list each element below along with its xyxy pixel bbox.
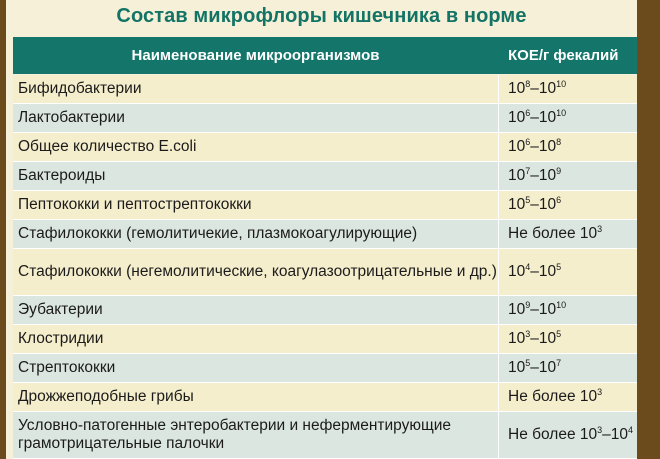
microorganism-name: Эубактерии <box>18 301 103 318</box>
cfu-value: $10^6-10^{10}$ <box>498 104 637 132</box>
table-row <box>13 412 637 459</box>
cfu-value: Не более $10^3$ <box>498 383 637 411</box>
table-row <box>13 133 637 162</box>
cfu-value: Не более $10^3$ <box>498 220 637 248</box>
cfu-value: $10^7-10^9$ <box>498 162 637 190</box>
table-row <box>13 75 637 104</box>
column-header-value: КОЕ/г фекалий <box>508 47 619 64</box>
microorganism-name: Стафилококки (негемолитические, коагулазоотрицательные и др.) <box>18 263 497 280</box>
microorganism-name: Лактобактерии <box>18 109 125 126</box>
microorganism-name: Бактероиды <box>18 167 106 184</box>
table-row <box>13 296 637 325</box>
table-row <box>13 325 637 354</box>
microorganism-name: Стрептококки <box>18 359 116 376</box>
page-title: Состав микрофлоры кишечника в норме <box>6 0 637 34</box>
cfu-value: Не более $10^3-10^4$ <box>498 412 637 458</box>
table-header <box>13 37 637 74</box>
microorganism-name: Стафилококки (гемолитичекие, плазмокоагулирующие) <box>18 225 418 242</box>
document-panel <box>6 0 637 459</box>
microorganism-name: Клостридии <box>18 330 104 347</box>
microorganism-name: Бифидобактерии <box>18 80 142 97</box>
cfu-value: $10^4-10^5$ <box>498 249 637 295</box>
table-row <box>13 249 637 296</box>
table-row <box>13 220 637 249</box>
table-row <box>13 191 637 220</box>
microorganism-name: Дрожжеподобные грибы <box>18 388 194 405</box>
cfu-value: $10^9-10^{10}$ <box>498 296 637 324</box>
microorganism-name: Условно-патогенные энтеробактерии и неферментирующие грамотрицательные палочки <box>18 417 452 452</box>
table-row <box>13 383 637 412</box>
cfu-value: $10^5-10^6$ <box>498 191 637 219</box>
table-row <box>13 104 637 133</box>
cfu-value: $10^8-10^{10}$ <box>498 75 637 103</box>
table-row <box>13 162 637 191</box>
cfu-value: $10^5-10^7$ <box>498 354 637 382</box>
cfu-value: $10^3-10^5$ <box>498 325 637 353</box>
table-body <box>13 75 637 459</box>
microorganism-name: Общее количество E.coli <box>18 138 197 155</box>
microorganism-name: Пептококки и пептострептококки <box>18 196 252 213</box>
table-row <box>13 354 637 383</box>
cfu-value: $10^6-10^8$ <box>498 133 637 161</box>
column-header-name: Наименование микроорганизмов <box>131 47 380 64</box>
